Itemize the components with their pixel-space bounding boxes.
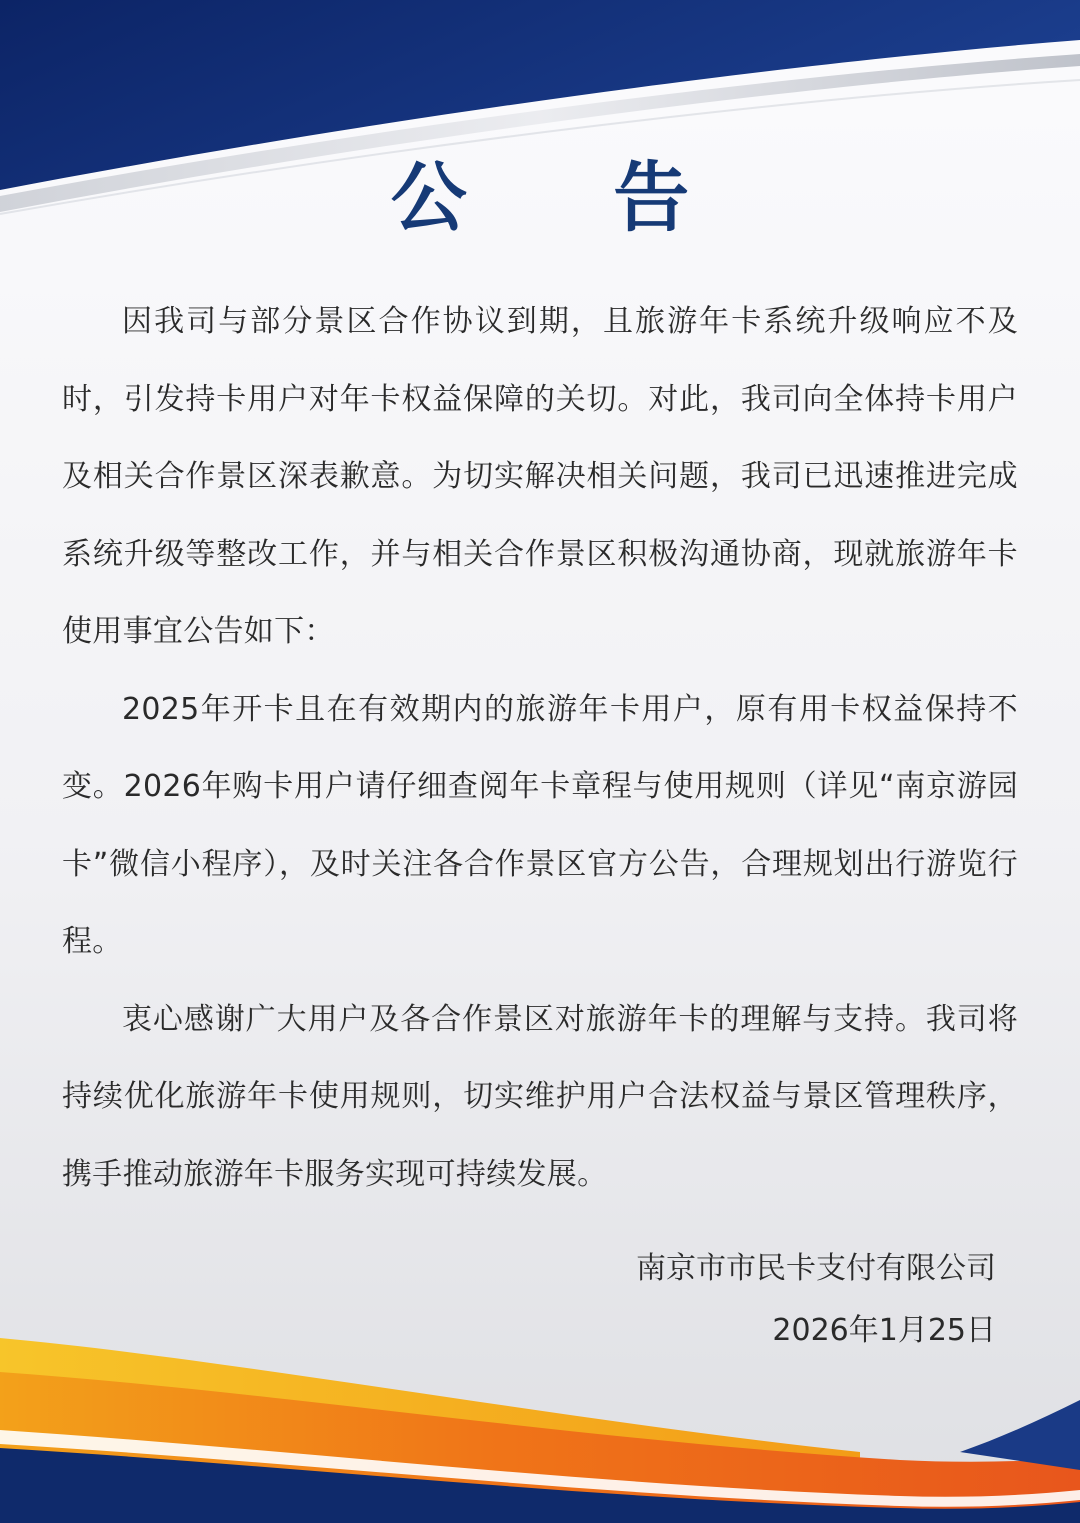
notice-paragraph-2: 2025年开卡且在有效期内的旅游年卡用户，原有用卡权益保持不变。2026年购卡用户请仔细查阅年卡章程与使用规则（详见“南京游园卡”微信小程序），及时关注各合作景区官方公告，合理规划出行游览行程。 xyxy=(62,691,1018,959)
notice-body xyxy=(62,283,1018,1213)
issue-date: 2026年1月25日 xyxy=(772,1313,996,1348)
notice-paragraph-1: 因我司与部分景区合作协议到期，且旅游年卡系统升级响应不及时，引发持卡用户对年卡权益保障的关切。对此，我司向全体持卡用户及相关合作景区深表歉意。为切实解决相关问题，我司已迅速推进完成系统升级等整改工作，并与相关合作景区积极沟通协商，现就旅游年卡使用事宜公告如下： xyxy=(62,304,1018,649)
issuer-name: 南京市市民卡支付有限公司 xyxy=(636,1251,996,1286)
notice-paragraph-3: 衷心感谢广大用户及各合作景区对旅游年卡的理解与支持。我司将持续优化旅游年卡使用规则，切实维护用户合法权益与景区管理秩序，携手推动旅游年卡服务实现可持续发展。 xyxy=(62,1001,1018,1192)
notice-title: 公 告 xyxy=(390,153,750,242)
signature-block xyxy=(636,1238,996,1362)
